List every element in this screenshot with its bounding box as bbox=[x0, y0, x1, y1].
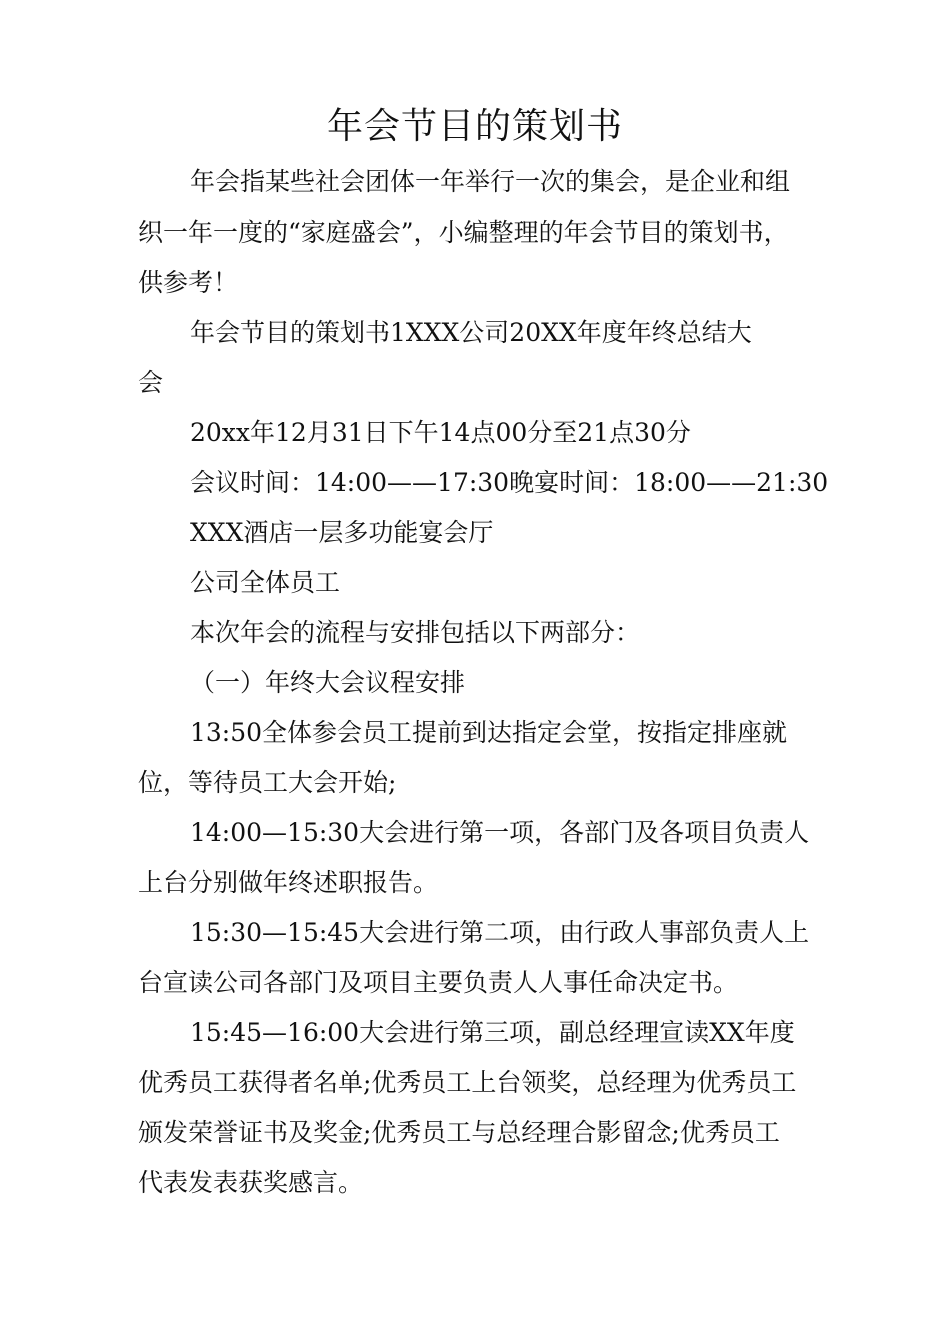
paragraph-line: 年会节目的策划书1XXX公司20XX年度年终总结大 bbox=[190, 318, 752, 347]
paragraph-line: 14:00—15:30大会进行第一项，各部门及各项目负责人 bbox=[190, 818, 810, 847]
section-heading: （一）年终大会议程安排 bbox=[190, 668, 466, 697]
paragraph-line: 13:50全体参会员工提前到达指定会堂，按指定排座就 bbox=[190, 718, 788, 747]
paragraph-line: 优秀员工获得者名单;优秀员工上台领奖，总经理为优秀员工 bbox=[138, 1068, 797, 1097]
paragraph-line: 年会指某些社会团体一年举行一次的集会，是企业和组 bbox=[190, 167, 791, 196]
paragraph-line: 织一年一度的“家庭盛会”，小编整理的年会节目的策划书， bbox=[138, 218, 789, 247]
paragraph-line: 代表发表获奖感言。 bbox=[138, 1168, 364, 1197]
paragraph-line: XXX酒店一层多功能宴会厅 bbox=[190, 518, 494, 547]
paragraph-line: 位，等待员工大会开始; bbox=[138, 768, 397, 797]
paragraph-line: 公司全体员工 bbox=[190, 568, 341, 597]
paragraph-line: 供参考！ bbox=[138, 268, 239, 297]
paragraph-line: 会议时间：14:00——17:30晚宴时间：18:00——21:30 bbox=[190, 468, 829, 497]
paragraph-line: 20xx年12月31日下午14点00分至21点30分 bbox=[190, 418, 691, 447]
paragraph-line: 上台分别做年终述职报告。 bbox=[138, 868, 439, 897]
paragraph-line: 会 bbox=[138, 368, 164, 397]
document-title: 年会节目的策划书 bbox=[326, 106, 623, 147]
paragraph-line: 颁发荣誉证书及奖金;优秀员工与总经理合影留念;优秀员工 bbox=[138, 1118, 780, 1147]
paragraph-line: 本次年会的流程与安排包括以下两部分： bbox=[190, 618, 641, 647]
paragraph-line: 15:30—15:45大会进行第二项，由行政人事部负责人上 bbox=[190, 918, 810, 947]
paragraph-line: 15:45—16:00大会进行第三项，副总经理宣读XX年度 bbox=[190, 1018, 795, 1047]
paragraph-line: 台宣读公司各部门及项目主要负责人人事任命决定书。 bbox=[138, 968, 739, 997]
